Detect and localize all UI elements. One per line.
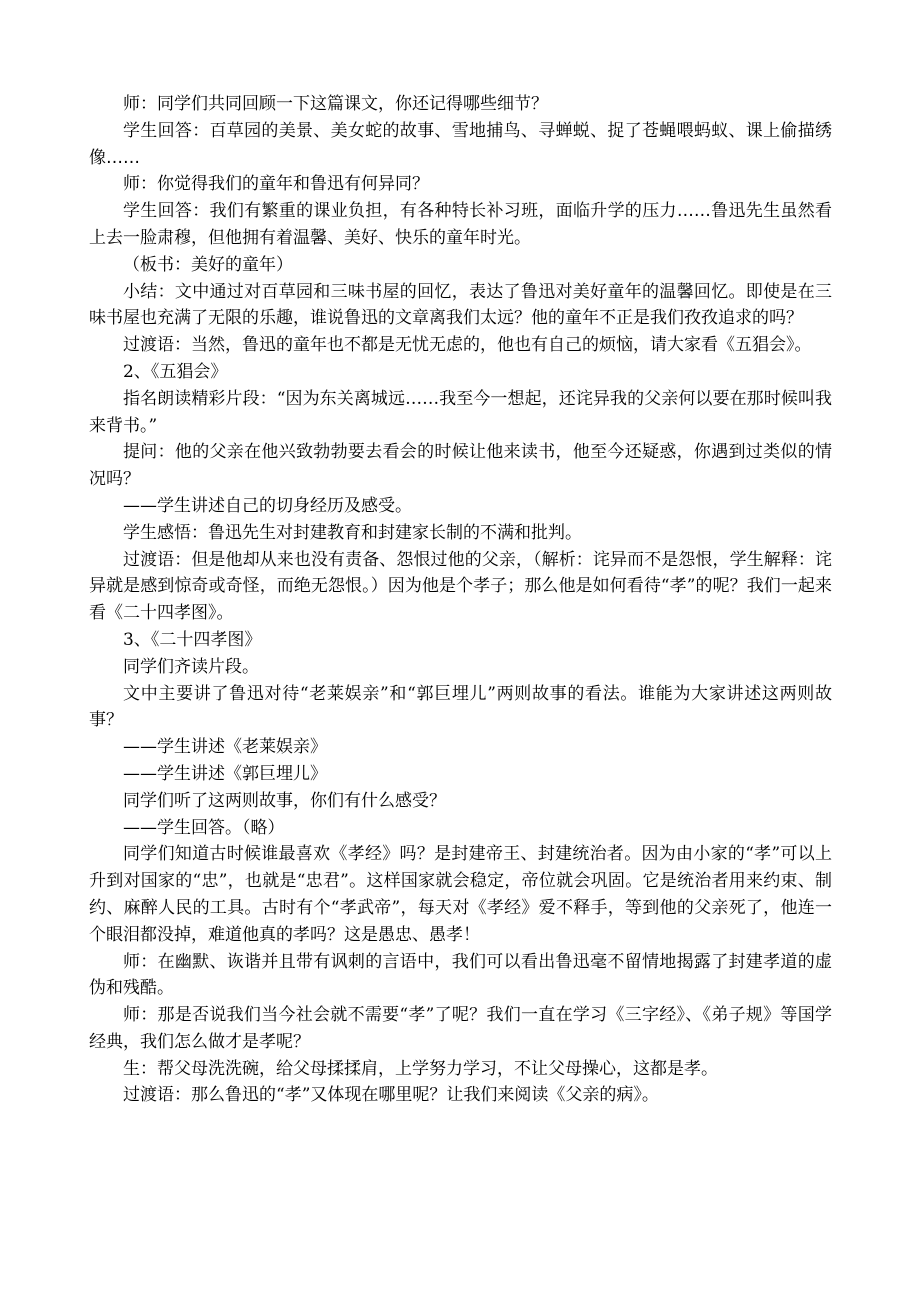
paragraph: 过渡语：当然，鲁迅的童年也不都是无忧无虑的，他也有自己的烦恼，请大家看《五猖会》。	[123, 335, 812, 356]
paragraph: 生：帮父母洗洗碗，给父母揉揉肩，上学努力学习，不让父母操心，这都是孝。	[123, 1058, 718, 1079]
paragraph: 同学们听了这两则故事，你们有什么感受？	[123, 790, 446, 811]
paragraph: 学生回答：我们有繁重的课业负担，有各种特长补习班，面临升学的压力……鲁迅先生虽然看上去一脸肃穆，但他拥有着温馨、美好、快乐的童年时光。	[89, 201, 832, 248]
paragraph: 师：你觉得我们的童年和鲁迅有何异同？	[123, 174, 429, 195]
paragraph: 文中主要讲了鲁迅对待“老莱娱亲”和“郭巨埋儿”两则故事的看法。谁能为大家讲述这两则故事？	[89, 683, 832, 731]
paragraph: 同学们齐读片段。	[123, 656, 259, 677]
paragraph: 小结：文中通过对百草园和三味书屋的回忆，表达了鲁迅对美好童年的温馨回忆。即使是在三味书屋也充满了无限的乐趣，谁说鲁迅的文章离我们太远？他的童年不正是我们孜孜追求的吗？	[89, 281, 832, 329]
paragraph: 师：在幽默、诙谐并且带有讽刺的言语中，我们可以看出鲁迅毫不留情地揭露了封建孝道的虚伪和残酷。	[89, 951, 832, 999]
section-heading: 2、《五猖会》	[123, 361, 228, 382]
paragraph: ——学生讲述《老莱娱亲》	[123, 737, 327, 758]
paragraph: ——学生讲述《郭巨埋儿》	[123, 763, 327, 784]
paragraph: 指名朗读精彩片段：“因为东关离城远……我至今一想起，还诧异我的父亲何以要在那时候叫我来背书。”	[89, 388, 832, 436]
paragraph: 师：同学们共同回顾一下这篇课文，你还记得哪些细节？	[123, 94, 548, 114]
paragraph: 学生感悟：鲁迅先生对封建教育和封建家长制的不满和批判。	[123, 522, 582, 543]
paragraph: 过渡语：那么鲁迅的“孝”又体现在哪里呢？让我们来阅读《父亲的病》。	[123, 1085, 659, 1106]
paragraph: 学生回答：百草园的美景、美女蛇的故事、雪地捕鸟、寻蝉蜕、捉了苍蝇喂蚂蚁、课上偷描绣像……	[89, 120, 832, 168]
paragraph: 过渡语：但是他却从来也没有责备、怨恨过他的父亲，（解析：诧异而不是怨恨，学生解释：诧异就是感到惊奇或奇怪，而绝无怨恨。）因为他是个孝子；那么他是如何看待“孝”的呢？我们一起来看《二十四孝图》。	[89, 549, 832, 624]
paragraph: 师：那是否说我们当今社会就不需要“孝”了呢？我们一直在学习《三字经》、《弟子规》等国学经典，我们怎么做才是孝呢？	[89, 1005, 832, 1052]
paragraph: （板书：美好的童年）	[123, 254, 293, 275]
paragraph: ——学生回答。（略）	[123, 817, 285, 838]
paragraph: 提问：他的父亲在他兴致勃勃要去看会的时候让他来读书，他至今还疑惑，你遇到过类似的情况吗？	[89, 442, 832, 490]
paragraph: 同学们知道古时候谁最喜欢《孝经》吗？是封建帝王、封建统治者。因为由小家的“孝”可以上升到对国家的“忠”，也就是“忠君”。这样国家就会稳定，帝位就会巩固。它是统治者用来约束、制约、麻醉人民的工具。古时有个“孝武帝”，每天对《孝经》爱不释手，等到他的父亲死了，他连一个眼泪都没掉，难道他真的孝吗？这是愚忠、愚孝！	[89, 844, 832, 945]
section-heading: 3、《二十四孝图》	[123, 629, 262, 650]
paragraph: ——学生讲述自己的切身经历及感受。	[123, 495, 412, 516]
